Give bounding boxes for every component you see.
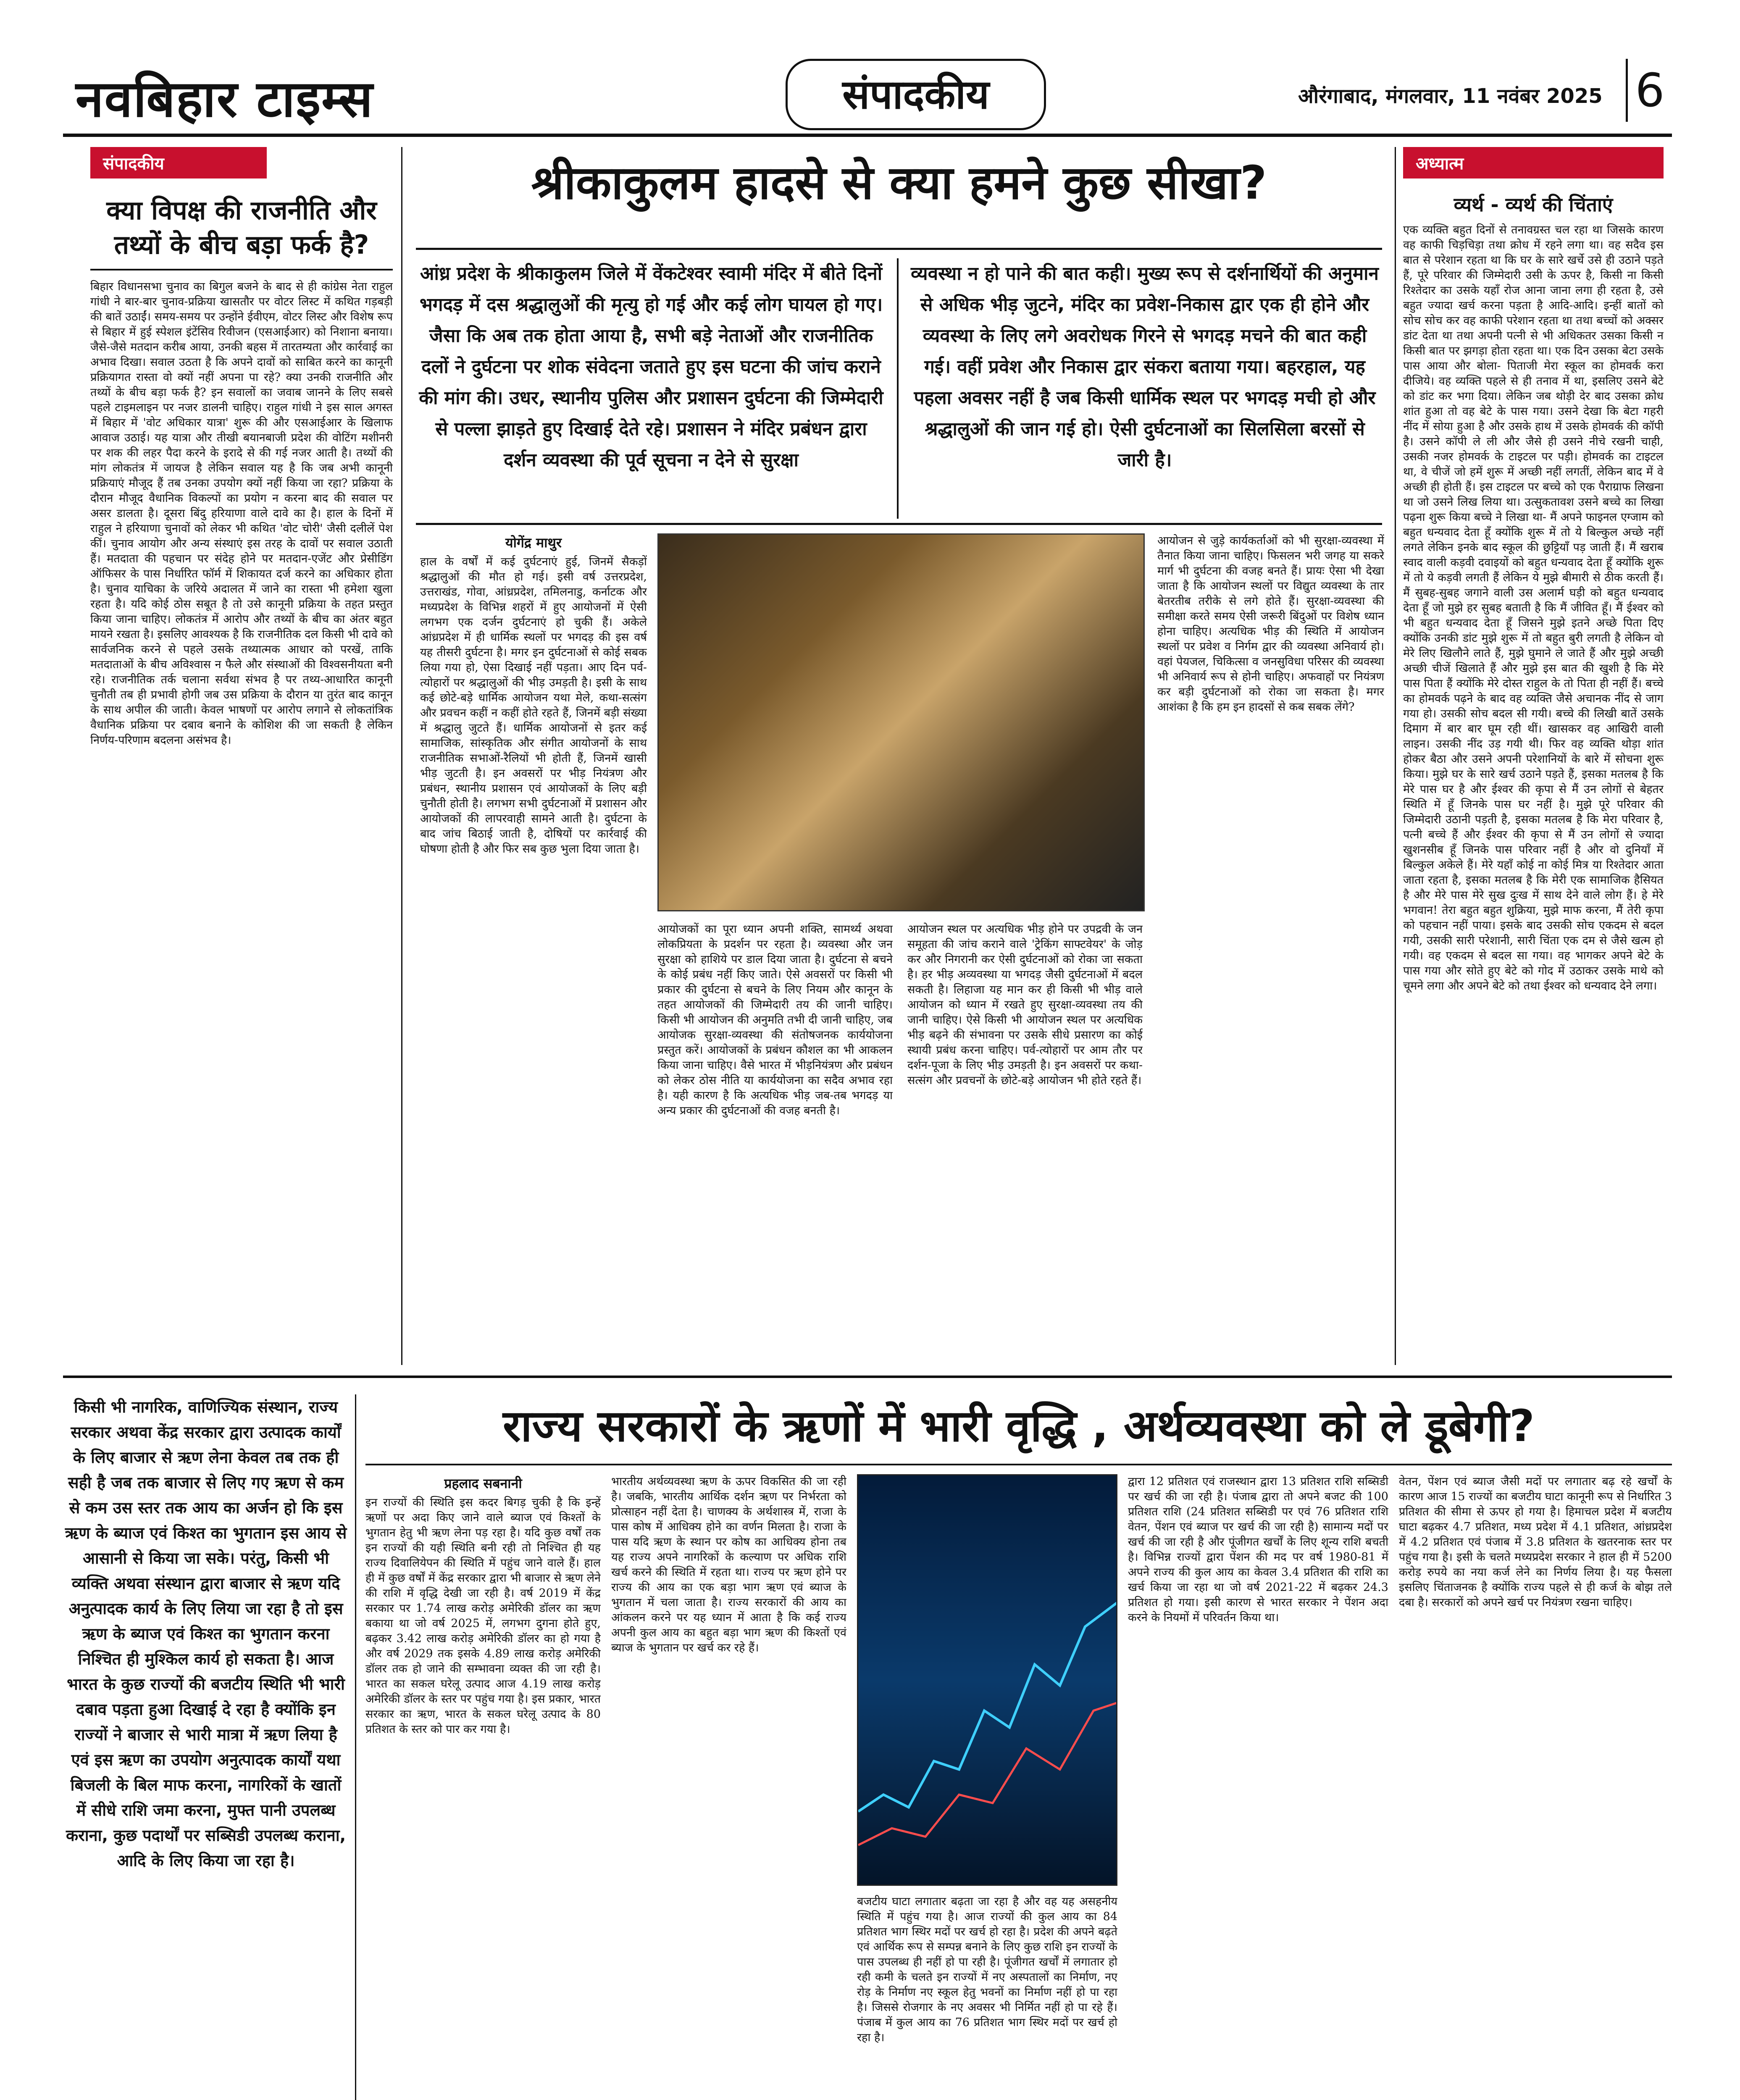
right-headline: व्यर्थ - व्यर्थ की चिंताएं [1454, 193, 1613, 216]
adhyatm-tag: अध्यात्म [1403, 147, 1664, 178]
left-headline-rule [90, 269, 393, 270]
left-divider [401, 147, 402, 1365]
summary-left: आंध्र प्रदेश के श्रीकाकुलम जिले में वेंकटेश्वर स्वामी मंदिर में बीते दिनों भगदड़ में दस श्रद्धालुओं की मृत्यु हो गई और कई लोग घायल हो गए। जैसा कि अब तक होता आया है, सभी बड़े नेताओं और राजनीतिक दलों ने दुर्घटना पर शोक संवेदना जताते हुए इस घटना की जांच कराने की मांग की। उधर, स्थानीय पुलिस और प्रशासन दुर्घटना की जिम्मेदारी से पल्ला झाड़ते हुए दिखाई देते रहे। प्रशासन ने मंदिर प्रबंधन द्वारा दर्शन व्यवस्था की पूर्व सूचना न देने से सुरक्षा [419, 263, 883, 471]
main-col4: आयोजन से जुड़े कार्यकर्ताओं को भी सुरक्षा-व्यवस्था में तैनात किया जाना चाहिए। फिसलन भरी जगह या सकरे मार्ग भी दुर्घटना की वजह बनते हैं। प्रायः ऐसा भी देखा जाता है कि आयोजन स्थलों पर विद्युत व्यवस्था के तार बेतरतीब तरीके से लगे होते हैं। सुरक्षा-व्यवस्था की समीक्षा करते समय ऐसी जरूरी बिंदुओं पर विशेष ध्यान होना चाहिए। अत्यधिक भीड़ की स्थिति में आयोजन स्थलों पर प्रवेश व निर्गम द्वार की व्यवस्था अनिवार्य हो। वहां पेयजल, चिकित्सा व जनसुविधा परिसर की व्यवस्था भी अनिवार्य रूप से होनी चाहिए। अफवाहों पर नियंत्रण कर बड़ी दुर्घटनाओं को रोका जा सकता है। मगर आशंका है कि हम इन हादसों से कब सबक लेंगे? [1157, 534, 1384, 714]
section-title: संपादकीय [842, 71, 989, 118]
stampede-photo [657, 533, 1145, 911]
left-headline: क्या विपक्ष की राजनीति और तथ्यों के बीच बड़ा फर्क है? [106, 195, 377, 260]
economy-headline: राज्य सरकारों के ऋणों में भारी वृद्धि , अर्थव्यवस्था को ले डूबेगी? [502, 1400, 1535, 1452]
economy-headline-rule [365, 1464, 1672, 1465]
economy-col2: भारतीय अर्थव्यवस्था ऋण के ऊपर विकसित की जा रही है। जबकि, भारतीय आर्थिक दर्शन ऋण पर निर्भरता को प्रोत्साहन नहीं देता है। चाणक्य के अर्थशास्त्र में, राजा के पास कोष में आधिक्य होने का वर्णन मिलता है। राजा के पास यदि ऋण के स्थान पर कोष का आधिक्य होना तब यह राज्य अपने नागरिकों के कल्याण पर अधिक राशि खर्च करने की स्थिति में रहता था। राज्य पर ऋण होने पर राज्य की आय का एक बड़ा भाग ऋण एवं ब्याज के भुगतान में चला जाता है। राज्य सरकारों की आय का आंकलन करने पर यह ध्यान में आता है कि कई राज्य अपनी कुल आय का बहुत बड़ा भाग ऋण की किश्तों एवं ब्याज के भुगतान पर खर्च कर रहे हैं। [611, 1475, 846, 1654]
editorial-tag: संपादकीय [90, 147, 267, 178]
dateline: औरंगाबाद, मंगलवार, 11 नवंबर 2025 [1298, 84, 1603, 108]
main-headline: श्रीकाकुलम हादसे से क्या हमने कुछ सीखा? [531, 156, 1267, 210]
stock-chart-graphic [857, 1474, 1117, 1886]
economy-col5: वेतन, पेंशन एवं ब्याज जैसी मदों पर लगातार बढ़ रहे खर्चों के कारण आज 15 राज्यों का बजटीय घाटा कानूनी रूप से निर्धारित 3 प्रतिशत की सीमा से ऊपर हो गया है। हिमाचल प्रदेश में बजटीय घाटा बढ़कर 4.7 प्रतिशत, मध्य प्रदेश में 4.1 प्रतिशत, आंध्रप्रदेश में 4.2 प्रतिशत एवं पंजाब में 3.8 प्रतिशत के खतरनाक स्तर पर पहुंच गया है। इसी के चलते मध्यप्रदेश सरकार ने हाल ही में 5200 करोड़ रुपये का नया कर्ज लेने का निर्णय लिया है। यह फैसला इसलिए चिंताजनक है क्योंकि राज्य पहले से ही कर्ज के बोझ तले दबा है। सरकारों को अपने खर्च पर नियंत्रण रखना चाहिए। [1399, 1475, 1672, 1609]
masthead [63, 59, 1672, 130]
main-col2: आयोजकों का पूरा ध्यान अपनी शक्ति, सामर्थ्य अथवा लोकप्रियता के प्रदर्शन पर रहता है। व्यवस्था और जन सुरक्षा को हाशिये पर डाल दिया जाता है। दुर्घटना से बचने के कोई प्रबंध नहीं किए जाते। ऐसे अवसरों पर किसी भी प्रकार की दुर्घटना से बचने के लिए नियम और कानून के तहत आयोजकों की जिम्मेदारी तय की जानी चाहिए। किसी भी आयोजन की अनुमति तभी दी जानी चाहिए, जब आयोजक सुरक्षा-व्यवस्था की संतोषजनक कार्ययोजना प्रस्तुत करें। आयोजकों के प्रबंधन कौशल का भी आकलन किया जाना चाहिए। वैसे भारत में भीड़नियंत्रण और प्रबंधन को लेकर ठोस नीति या कार्ययोजना का सदैव अभाव रहा है। यही कारण है कि अत्यधिक भीड़ जब-तब भगदड़ या अन्य प्रकार की दुर्घटनाओं की वजह बनती है। [657, 923, 893, 1117]
mid-rule [63, 1376, 1672, 1378]
right-body: एक व्यक्ति बहुत दिनों से तनावग्रस्त चल रहा था जिसके कारण वह काफी चिड़चिड़ा तथा क्रोध में रहने लगा था। वह सदैव इस बात से परेशान रहता था कि घर के सारे खर्चे उसे ही उठाने पड़ते हैं, पूरे परिवार की जिम्मेदारी उसी के ऊपर है, किसी ना किसी रिश्तेदार का उसके यहाँ रोज आना जाना लगा ही रहता है, उसे बहुत ज्यादा खर्च करना पड़ता है आदि-आदि। इन्हीं बातों को सोच सोच कर वह काफी परेशान रहता था तथा बच्चों को अक्सर डांट देता था तथा अपनी पत्नी से भी अधिकतर उसका किसी न किसी बात पर झगड़ा होता रहता था। एक दिन उसका बेटा उसके पास आया और बोला- पिताजी मेरा स्कूल का होमवर्क करा दीजिये। वह व्यक्ति पहले से ही तनाव में था, इसलिए उसने बेटे को डांट कर भगा दिया। लेकिन जब थोड़ी देर बाद उसका क्रोध शांत हुआ तो वह बेटे के पास गया। उसने देखा कि बेटा गहरी नींद में सोया हुआ है और उसके हाथ में उसके होमवर्क की कॉपी है। उसने कॉपी ले ली और जैसे ही उसने नीचे रखनी चाही, उसकी नजर होमवर्क के टाइटल पर पड़ी। होमवर्क का टाइटल था, वे चीजें जो हमें शुरू में अच्छी नहीं लगतीं, लेकिन बाद में वे अच्छी ही होती हैं। इस टाइटल पर बच्चे को एक पैराग्राफ लिखना था जो उसने लिख लिया था। उत्सुकतावश उसने बच्चे का लिखा पढ़ना शुरू किया बच्चे ने लिखा था- मैं अपने फाइनल एग्जाम को बहुत धन्यवाद देता हूँ क्योंकि शुरू में तो ये बिल्कुल अच्छे नहीं लगते लेकिन इनके बाद स्कूल की छुट्टियाँ पड़ जाती हैं। मैं खराब स्वाद वाली कड़वी दवाइयों को बहुत धन्यवाद देता हूँ क्योंकि शुरू में तो ये कड़वी लगती हैं लेकिन ये मुझे बीमारी से ठीक करती हैं। मैं सुबह-सुबह जगाने वाली उस अलार्म घड़ी को बहुत धन्यवाद देता हूँ जो मुझे हर सुबह बताती है कि मैं जीवित हूँ। मैं ईश्वर को भी बहुत धन्यवाद देता हूँ जिसने मुझे इतने अच्छे पिता दिए क्योंकि उनकी डांट मुझे शुरू में तो बहुत बुरी लगती है लेकिन वो मेरे लिए खिलौने लाते हैं, मुझे घुमाने ले जाते हैं और मुझे अच्छी अच्छी चीजें खिलाते हैं और मुझे इस बात की खुशी है कि मेरे पास पिता हैं क्योंकि मेरे दोस्त राहुल के तो पिता ही नहीं हैं। बच्चे का होमवर्क पढ़ने के बाद वह व्यक्ति जैसे अचानक नींद से जाग गया हो। उसकी सोच बदल सी गयी। बच्चे की लिखी बातें उसके दिमाग में बार बार घूम रही थीं। खासकर वह आखिरी वाली लाइन। उसकी नींद उड़ गयी थी। फिर वह व्यक्ति थोड़ा शांत होकर बैठा और उसने अपनी परेशानियों के बारे में सोचना शुरू किया। मुझे घर के सारे खर्च उठाने पड़ते हैं, इसका मतलब है कि मेरे पास घर है और ईश्वर की कृपा से मैं उन लोगों से बेहतर स्थिति में हूँ जिनके पास घर नहीं है। मुझे पूरे परिवार की जिम्मेदारी उठानी पड़ती है, इसका मतलब है कि मेरा परिवार है, पत्नी बच्चे हैं और ईश्वर की कृपा से मैं उन लोगों से ज्यादा खुशनसीब हूँ जिनके पास परिवार नहीं है और वो दुनियाँ में बिल्कुल अकेले हैं। मेरे यहाँ कोई ना कोई मित्र या रिश्तेदार आता जाता रहता है, इसका मतलब है कि मेरी एक सामाजिक हैसियत है और मेरे पास मेरे सुख दुःख में साथ देने वाले लोग हैं। हे मेरे भगवान! तेरा बहुत बहुत शुक्रिया, मुझे माफ करना, मैं तेरी कृपा को पहचान नहीं पाया। इसके बाद उसकी सोच एकदम से बदल गयी, उसकी सारी परेशानी, सारी चिंता एक दम से जैसे खत्म हो गयी। वह एकदम से बदल सा गया। वह भागकर अपने बेटे के पास गया और सोते हुए बेटे को गोद में उठाकर उसके माथे को चूमने लगा और अपने बेटे को तथा ईश्वर को धन्यवाद देने लगा। [1403, 223, 1664, 992]
economy-sidebar-divider [355, 1394, 356, 2100]
left-body: बिहार विधानसभा चुनाव का बिगुल बजने के बाद से ही कांग्रेस नेता राहुल गांधी ने बार-बार चुनाव-प्रक्रिया खासतौर पर वोटर लिस्ट में कथित गड़बड़ी की बातें उठाईं। समय-समय पर उन्होंने ईवीएम, वोटर लिस्ट और विशेष रूप से बिहार में हुई स्पेशल इंटेंसिव रिवीजन (एसआईआर) को निशाना बनाया। जैसे-जैसे मतदान करीब आया, उनकी बहस में तारतम्यता और कार्रवाई का अभाव दिखा। सवाल उठता है कि अपने दावों को साबित करने का कानूनी प्रक्रियागत रास्ता वो क्यों नहीं अपना पा रहे? क्या उनकी राजनीति और तथ्यों के बीच बड़ा फर्क है? इन सवालों का जवाब जानने के लिए सबसे पहले टाइमलाइन पर नजर डालनी चाहिए। राहुल गांधी ने इस साल अगस्त में बिहार में 'वोट अधिकार यात्रा' शुरू की और एसआईआर के खिलाफ आवाज उठाई। यह यात्रा और तीखी बयानबाजी प्रदेश की वोटिंग मशीनरी पर शक की लहर पैदा करने के इरादे से की गई नजर आती है। तथ्यों की मांग लोकतंत्र में जायज है लेकिन सवाल यह है कि जब अभी कानूनी प्रक्रियाएं मौजूद हैं तब उनका उपयोग क्यों नहीं किया जा रहा? प्रक्रिया के दौरान मौजूद वैधानिक विकल्पों का प्रयोग न करना बाद की सवाल पर असर डालता है। दूसरा बिंदु हरियाणा वाले दावे का है। हाल के दिनों में राहुल ने हरियाणा चुनावों को लेकर भी कथित 'वोट चोरी' जैसी दलीलें पेश कीं। चुनाव आयोग और अन्य संस्थाएं इस तरह के दावों पर सवाल उठाती हैं। मतदाता की पहचान पर संदेह होने पर मतदान-एजेंट और प्रेसीडिंग ऑफिसर के पास निर्धारित फॉर्म में शिकायत दर्ज करने का अधिकार होता है। चुनाव याचिका के जरिये अदालत में जाने का रास्ता भी हमेशा खुला रहता है। यदि कोई ठोस सबूत है तो उसे कानूनी प्रक्रिया के तहत प्रस्तुत किया जाना चाहिए। लोकतंत्र में आरोप और तथ्यों के बीच का अंतर बहुत मायने रखता है। इसलिए आवश्यक है कि राजनीतिक दल किसी भी दावे को सार्वजनिक करने से पहले उसके तथ्यात्मक आधार को परखें, ताकि मतदाताओं के बीच अविश्वास न फैले और संस्थाओं की विश्वसनीयता बनी रहे। राजनीतिक तर्क चलाना सर्वथा संभव है पर तथ्य-आधारित कानूनी चुनौती तब ही प्रभावी होगी जब उस प्रक्रिया के दौरान या तुरंत बाद कानून के साथ अपील की जाती। केवल भाषणों पर आरोप लगाने से लोकतांत्रिक वैधानिक प्रक्रिया पर दबाव बनाने के कोशिश की जा सकती है लेकिन निर्णय-परिणाम बदलना असंभव है। [90, 280, 393, 747]
economy-sidebar [63, 1394, 349, 2100]
economy-col3: बजटीय घाटा लगातार बढ़ता जा रहा है और वह यह असहनीय स्थिति में पहुंच गया है। आज राज्यों की कुल आय का 84 प्रतिशत भाग स्थिर मदों पर खर्च हो रहा है। प्रदेश की अपने बढ़ते एवं आर्थिक रूप से सम्पन्न बनाने के लिए कुछ राशि इन राज्यों के पास उपलब्ध ही नहीं हो पा रही है। पूंजीगत खर्चों में लगातार हो रही कमी के चलते इन राज्यों में नए अस्पतालों का निर्माण, नए रोड़ के निर्माण नए स्कूल हेतु भवनों का निर्माण नहीं हो पा रहा है। जिससे रोजगार के नए अवसर भी निर्मित नहीं हो पा रहे हैं। पंजाब में कुल आय का 76 प्रतिशत भाग स्थिर मदों पर खर्च हो रहा है। [857, 1895, 1117, 2044]
summary-divider [897, 258, 899, 519]
newspaper-title: नवबिहार टाइम्स [76, 70, 374, 129]
masthead-rule [63, 134, 1672, 137]
economy-col4: द्वारा 12 प्रतिशत एवं राजस्थान द्वारा 13 प्रतिशत राशि सब्सिडी पर खर्च की जा रही है। पंजाब द्वारा तो अपने बजट की 100 प्रतिशत राशि (24 प्रतिशत सब्सिडी पर एवं 76 प्रतिशत राशि वेतन, पेंशन एवं ब्याज पर खर्च की जा रही है) सामान्य मदों पर खर्च की जा रही है और पूंजीगत खर्चों के लिए शून्य राशि बचती है। विभिन्न राज्यों द्वारा पेंशन की मद पर वर्ष 1980-81 में अपने राज्य की कुल आय का केवल 3.4 प्रतिशत की राशि का खर्च किया जा रहा था जो वर्ष 2021-22 में बढ़कर 24.3 प्रतिशत हो गया। इसी कारण से भारत सरकार ने पेंशन अदा करने के नियमों में परिवर्तन किया था। [1128, 1475, 1388, 1624]
main-col3: आयोजन स्थल पर अत्यधिक भीड़ होने पर उपद्रवी के जन समूहता की जांच कराने वाले 'ट्रेकिंग साफ्टवेयर' के जोड़ कर और निगरानी कर ऐसी दुर्घटनाओं को रोका जा सकता है। हर भीड़ अव्यवस्था या भगदड़ जैसी दुर्घटनाओं में बदल सकती है। लिहाजा यह मान कर ही किसी भी भीड़ वाले आयोजन को ध्यान में रखते हुए सुरक्षा-व्यवस्था तय की जानी चाहिए। ऐसे किसी भी आयोजन स्थल पर अत्यधिक भीड़ बढ़ने की संभावना पर उसके सीधे प्रसारण का कोई स्थायी प्रबंध करना चाहिए। पर्व-त्योहारों पर आम तौर पर दर्शन-पूजा के लिए भीड़ उमड़ती है। इन अवसरों पर कथा-सत्संग और प्रवचनों के छोटे-बड़े आयोजन भी होते रहते हैं। [907, 923, 1143, 1087]
main-byline: योगेंद्र माथुर [505, 535, 562, 551]
economy-sidebar-text: किसी भी नागरिक, वाणिज्यिक संस्थान, राज्य सरकार अथवा केंद्र सरकार द्वारा उत्पादक कार्यों के लिए बाजार से ऋण लेना केवल तब तक ही सही है जब तक बाजार से लिए गए ऋण से कम से कम उस स्तर तक आय का अर्जन हो कि इस ऋण के ब्याज एवं किश्त का भुगतान इस आय से आसानी से किया जा सके। परंतु, किसी भी व्यक्ति अथवा संस्थान द्वारा बाजार से ऋण यदि अनुत्पादक कार्य के लिए लिया जा रहा है तो इस ऋण के ब्याज एवं किश्त का भुगतान करना निश्चित ही मुश्किल कार्य हो सकता है। आज भारत के कुछ राज्यों की बजटीय स्थिति भी भारी दबाव पड़ता हुआ दिखाई दे रहा है क्योंकि इन राज्यों ने बाजार से भारी मात्रा में ऋण लिया है एवं इस ऋण का उपयोग अनुत्पादक कार्यों यथा बिजली के बिल माफ करना, नागरिकों के खातों में सीधे राशि जमा करना, मुफ्त पानी उपलब्ध कराना, कुछ पदार्थों पर सब्सिडी उपलब्ध कराना, आदि के लिए किया जा रहा है। [65, 1398, 347, 1870]
summary-right: व्यवस्था न हो पाने की बात कही। मुख्य रूप से दर्शनार्थियों की अनुमान से अधिक भीड़ जुटने, मंदिर का प्रवेश-निकास द्वार एक ही होने और व्यवस्था के लिए लगे अवरोधक गिरने से भगदड़ मचने की बात कही गई। वहीं प्रवेश और निकास द्वार संकरा बताया गया। बहरहाल, यह पहला अवसर नहीं है जब किसी धार्मिक स्थल पर भगदड़ मची हो और श्रद्धालुओं की जान गई हो। ऐसी दुर्घटनाओं का सिलसिला बरसों से जारी है। [911, 263, 1379, 471]
page-number: 6 [1626, 59, 1672, 122]
right-divider [1395, 147, 1396, 1365]
section-banner [786, 59, 1046, 130]
economy-byline: प्रहलाद सबनानी [444, 1475, 522, 1491]
main-summary-box [416, 248, 1382, 525]
economy-col1: इन राज्यों की स्थिति इस कदर बिगड़ चुकी है कि इन्हें ऋणों पर अदा किए जाने वाले ब्याज एवं किश्तों के भुगतान हेतु भी ऋण लेना पड़ रहा है। यदि कुछ वर्षों तक इन राज्यों की यही स्थिति बनी रही तो निश्चित ही यह राज्य दिवालियेपन की स्थिति में पहुंच जाने वाले हैं। हाल ही में कुछ वर्षों में केंद्र सरकार द्वारा भी बाजार से ऋण लेने की राशि में वृद्धि देखी जा रही है। वर्ष 2019 में केंद्र सरकार पर 1.74 लाख करोड़ अमेरिकी डॉलर का ऋण बकाया था जो वर्ष 2025 में, लगभग दुगना होते हुए, बढ़कर 3.42 लाख करोड़ अमेरिकी डॉलर का हो गया है और वर्ष 2029 तक इसके 4.89 लाख करोड़ अमेरिकी डॉलर तक हो जाने की सम्भावना व्यक्त की जा रही है। भारत का सकल घरेलू उत्पाद आज 4.19 लाख करोड़ अमेरिकी डॉलर के स्तर पर पहुंच गया है। इस प्रकार, भारत सरकार का ऋण, भारत के सकल घरेलू उत्पाद के 80 प्रतिशत के स्तर को पार कर गया है। [365, 1496, 601, 1736]
stock-chart-lines [858, 1475, 1117, 1886]
main-col1: हाल के वर्षों में कई दुर्घटनाएं हुई, जिनमें सैकड़ों श्रद्धालुओं की मौत हो गई। इसी वर्ष उत्तरप्रदेश, उत्तराखंड, गोवा, आंध्रप्रदेश, तमिलनाडु, कर्नाटक और मध्यप्रदेश के विभिन्न शहरों में हुए आयोजनों में ऐसी लगभग एक दर्जन दुर्घटनाएं हो चुकी हैं। अकेले आंध्रप्रदेश में ही धार्मिक स्थलों पर भगदड़ की इस वर्ष यह तीसरी दुर्घटना है। मगर इन दुर्घटनाओं से कोई सबक लिया गया हो, ऐसा दिखाई नहीं पड़ता। आए दिन पर्व-त्योहारों पर श्रद्धालुओं की भीड़ उमड़ती है। इसी के साथ कई छोटे-बड़े धार्मिक आयोजन यथा मेले, कथा-सत्संग और प्रवचन कहीं न कहीं होते रहते हैं, जिनमें बड़ी संख्या में श्रद्धालु जुटते हैं। धार्मिक आयोजनों से इतर कई सामाजिक, सांस्कृतिक और संगीत आयोजनों के साथ राजनीतिक सभाओं-रैलियों भी होती हैं, जिनमें खासी भीड़ जुटती है। इन अवसरों पर भीड़ नियंत्रण और प्रबंधन, स्थानीय प्रशासन एवं आयोजकों के लिए बड़ी चुनौती होती है। लगभग सभी दुर्घटनाओं में प्रशासन और आयोजकों की लापरवाही सामने आती है। दुर्घटना के बाद जांच बिठाई जाती है, दोषियों पर कार्रवाई की घोषणा होती है और फिर सब कुछ भुला दिया जाता है। [420, 555, 647, 856]
